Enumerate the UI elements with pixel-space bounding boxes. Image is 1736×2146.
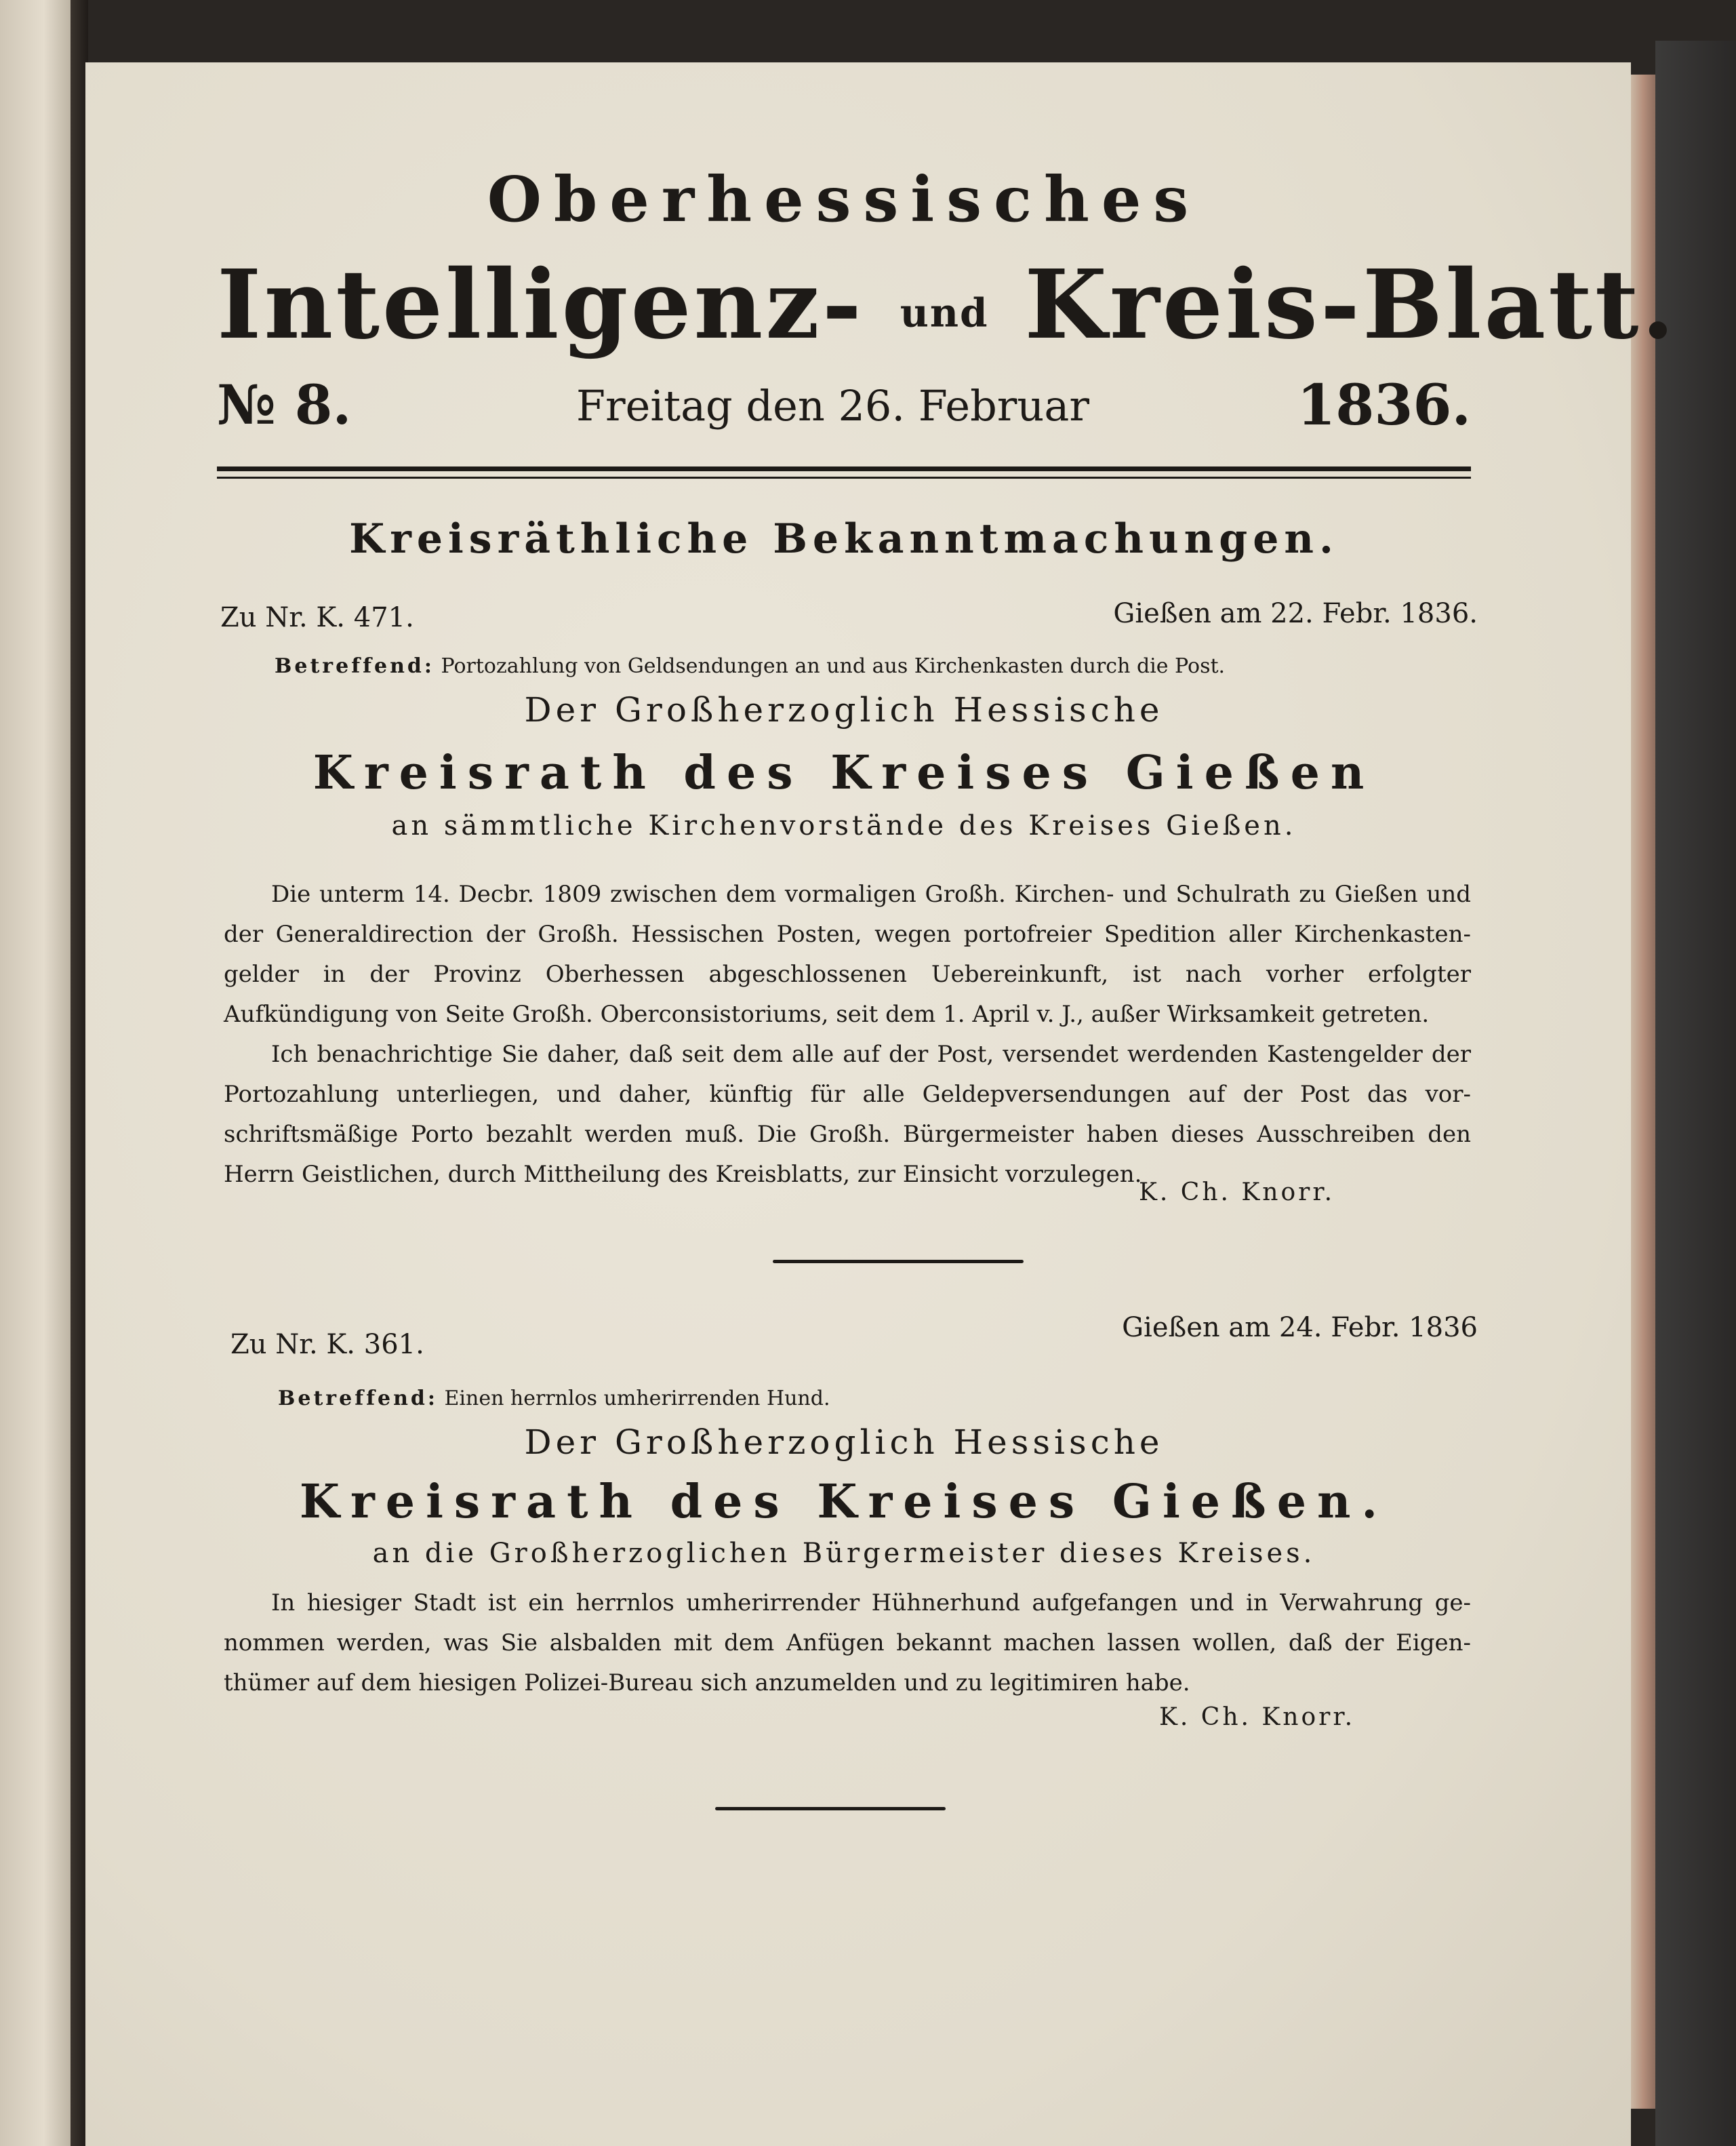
notice-2-subject-label: Betreffend: bbox=[278, 1387, 438, 1410]
notice-divider-2 bbox=[715, 1807, 946, 1810]
notice-1-place-date: Gießen am 22. Febr. 1836. bbox=[1113, 598, 1478, 629]
notice-2-authority: Kreisrath des Kreises Gießen. bbox=[299, 1475, 1389, 1529]
notice-1-subject-label: Betreffend: bbox=[275, 654, 435, 678]
section-title: Kreisräthliche Bekanntmachungen. bbox=[349, 515, 1339, 563]
notice-2-ref: Zu Nr. K. 361. bbox=[230, 1329, 424, 1360]
notice-2-signature: K. Ch. Knorr. bbox=[1159, 1703, 1356, 1731]
issue-year: 1836. bbox=[1297, 373, 1471, 438]
masthead-title bbox=[217, 250, 1678, 361]
notice-1-subject bbox=[275, 654, 1225, 678]
notice-1-paragraph-1: Die unterm 14. Decbr. 1809 zwischen dem vormaligen Großh. Kirchen- und Schulrath zu Gießen und der Generaldirection der Großh. Hessischen Posten, wegen portofreier Spedition aller Kirchenkasten-gelder in der Provinz Oberhessen abgeschlossenen Uebereinkunft, ist nach vorher erfolgter Aufkündigung von Seite Großh. Oberconsistoriums, seit dem 1. April v. J., außer Wirksamkeit getreten. bbox=[224, 881, 1471, 1028]
issue-dateline bbox=[217, 373, 1471, 438]
header-rule-thin bbox=[217, 477, 1471, 479]
issue-date: Freitag den 26. Februar bbox=[576, 381, 1089, 431]
notice-1-paragraph-2: Ich benachrichtige Sie daher, daß seit dem alle auf der Post, versendet werdenden Kastengelder der Portozahlung unterliegen, und daher, künftig für alle Geldерversendungen auf der Post das vor-schriftsmäßige Porto bezahlt werden muß. Die Großh. Bürgermeister haben dieses Ausschreiben den Herrn Geistlichen, durch Mittheilung des Kreisblatts, zur Einsicht vorzulegen. bbox=[224, 1041, 1471, 1188]
masthead-title-part2: Kreis-Blatt. bbox=[1024, 250, 1678, 361]
notice-2-subject bbox=[278, 1387, 830, 1410]
notice-divider-1 bbox=[773, 1260, 1024, 1263]
notice-2-issuer: Der Großherzoglich Hessische bbox=[524, 1423, 1164, 1462]
notice-1-signature: K. Ch. Knorr. bbox=[1139, 1178, 1335, 1206]
page-stack-edge bbox=[1631, 75, 1655, 2109]
notice-1-addressee: an sämmtliche Kirchenvorstände des Kreises Gießen. bbox=[391, 810, 1297, 841]
notice-2-paragraph-1: In hiesiger Stadt ist ein herrnlos umherirrender Hühnerhund aufgefangen und in Verwahrung ge-nommen werden, was Sie alsbalden mit dem Anfügen bekannt machen lassen wollen, daß der Eigen-thümer auf dem hiesigen Polizei-Bureau sich anzumelden und zu legitimiren habe. bbox=[224, 1589, 1471, 1696]
notice-1-issuer: Der Großherzoglich Hessische bbox=[524, 690, 1164, 730]
issue-number: № 8. bbox=[217, 373, 352, 437]
notice-2-addressee: an die Großherzoglichen Bürgermeister dieses Kreises. bbox=[372, 1538, 1316, 1569]
header-rule-thick bbox=[217, 466, 1471, 471]
masthead-title-part1: Intelligenz- bbox=[217, 250, 864, 361]
facing-page-edge bbox=[0, 0, 73, 2146]
masthead-line1: Oberhessisches bbox=[487, 163, 1201, 236]
notice-2-subject-text: Einen herrnlos umherirrenden Hund. bbox=[444, 1387, 830, 1410]
notice-1-ref: Zu Nr. K. 471. bbox=[220, 602, 414, 633]
notice-1-subject-text: Portozahlung von Geldsendungen an und aus Kirchenkasten durch die Post. bbox=[441, 654, 1226, 678]
notice-1-authority: Kreisrath des Kreises Gießen bbox=[312, 746, 1375, 800]
notice-2-place-date: Gießen am 24. Febr. 1836 bbox=[1122, 1312, 1478, 1343]
masthead-und: und bbox=[900, 290, 989, 336]
